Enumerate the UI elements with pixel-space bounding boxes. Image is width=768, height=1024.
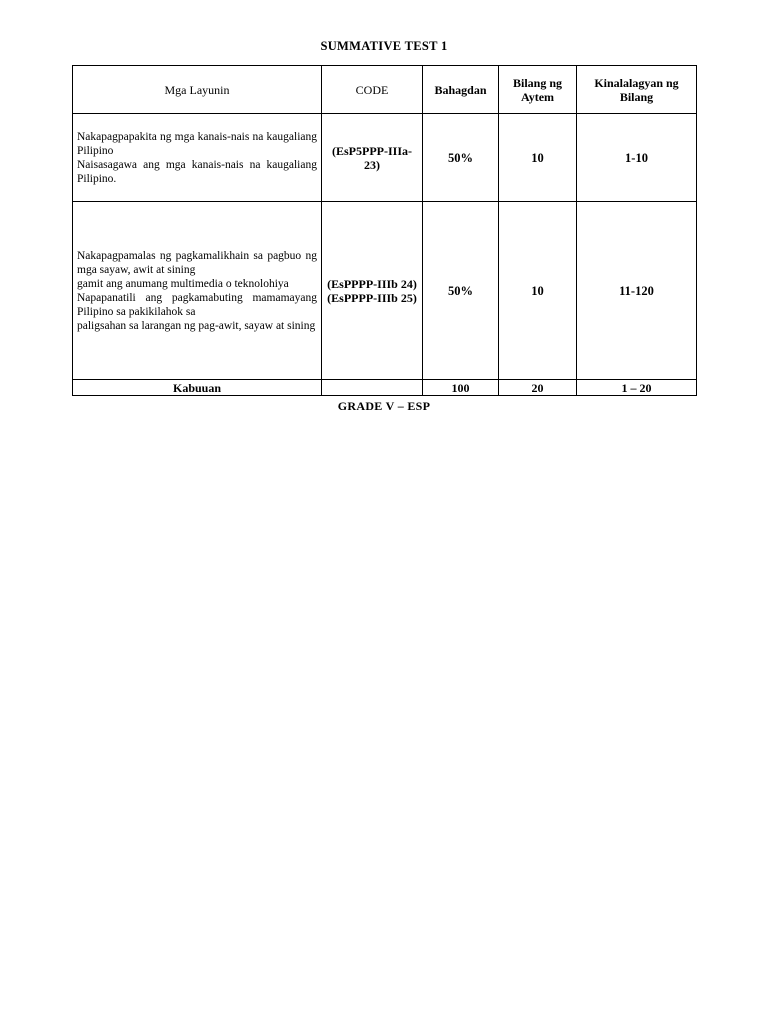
items-cell: 10 [499,114,577,202]
header-code: CODE [322,66,423,114]
header-placement: Kinalalagyan ng Bilang [577,66,697,114]
table-of-specifications [72,65,697,396]
total-label: Kabuuan [73,380,322,396]
percent-cell: 50% [423,202,499,380]
code-cell [322,114,423,202]
objective-line: Nakapagpapakita ng mga kanais-nais na kaugaliang Pilipino [77,130,317,157]
code-line: (EsPPPP-IIIb 25) [327,290,417,305]
objective-line: paligsahan sa larangan ng pag-awit, sayaw at sining [77,319,316,332]
percent-cell: 50% [423,114,499,202]
placement-cell: 1-10 [577,114,697,202]
page-title: SUMMATIVE TEST 1 [320,39,448,53]
table-row [73,114,697,202]
grade-subject-label: GRADE V – ESP [337,399,431,413]
objective-line: Nakapagpamalas ng pagkamalikhain sa pagbuo ng mga sayaw, awit at sining [77,249,317,276]
code-cell [322,202,423,380]
header-items: Bilang ng Aytem [499,66,577,114]
header-percent: Bahagdan [423,66,499,114]
total-placement: 1 – 20 [577,380,697,396]
total-percent: 100 [423,380,499,396]
table-row [73,202,697,380]
total-code [322,380,423,396]
items-cell: 10 [499,202,577,380]
objective-line: Napapanatili ang pagkamabuting mamamayang Pilipino sa pakikilahok sa [77,291,317,318]
objective-line: gamit ang anumang multimedia o teknolohiya [77,277,289,290]
table-header-row [73,66,697,114]
total-row [73,380,697,396]
placement-cell: 11-120 [577,202,697,380]
code-line: (EsP5PPP-IIIa-23) [332,143,412,172]
total-items: 20 [499,380,577,396]
objectives-cell [73,202,322,380]
header-objectives: Mga Layunin [73,66,322,114]
code-line: (EsPPPP-IIIb 24) [327,276,417,291]
objectives-cell [73,114,322,202]
objective-line: Naisasagawa ang mga kanais-nais na kaugaliang Pilipino. [77,158,317,185]
